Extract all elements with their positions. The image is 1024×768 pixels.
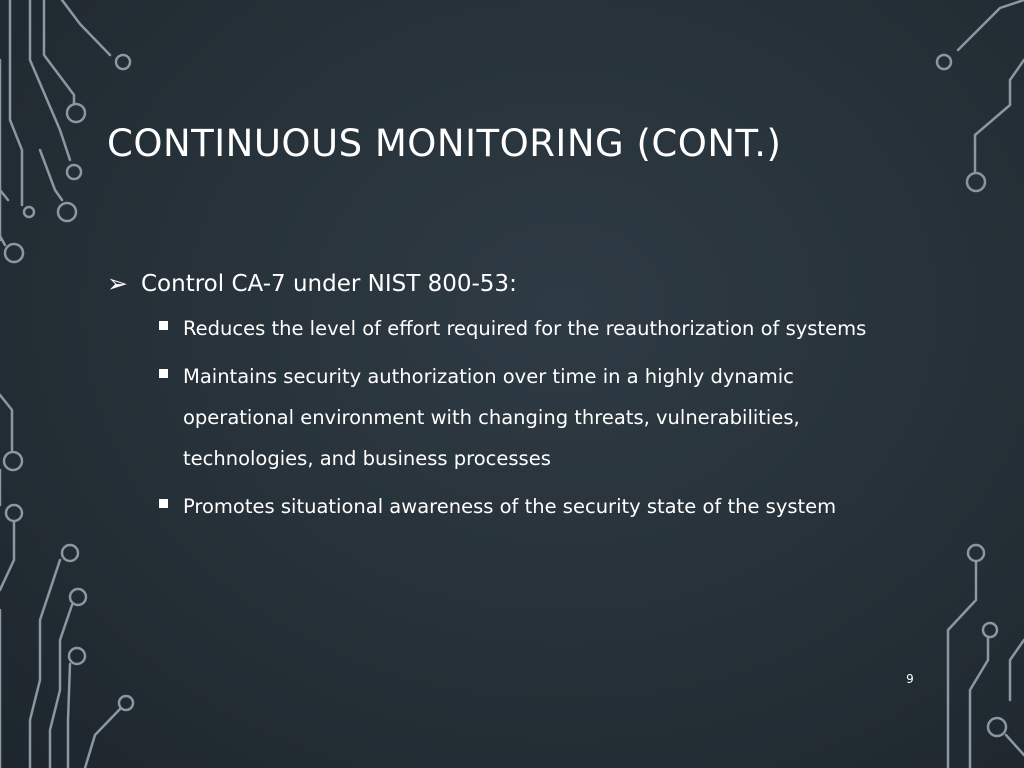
- sub-bullet-item: [159, 356, 884, 479]
- slide-content: [107, 262, 907, 534]
- page-number: 9: [906, 672, 914, 686]
- square-bullet-icon: [159, 486, 183, 527]
- sub-bullet-text: Promotes situational awareness of the security state of the system: [183, 495, 837, 518]
- square-bullet-icon: [159, 356, 183, 397]
- sub-bullet-text: Reduces the level of effort required for the reauthorization of systems: [183, 317, 867, 340]
- sub-bullet-item: [159, 486, 884, 527]
- square-bullet-icon: [159, 308, 183, 349]
- sub-bullet-item: [159, 308, 884, 349]
- slide-title: CONTINUOUS MONITORING (CONT.): [107, 122, 782, 165]
- arrow-bullet-icon: ➢: [107, 269, 128, 298]
- main-bullet-text: Control CA-7 under NIST 800-53:: [141, 271, 517, 297]
- sub-bullet-text: Maintains security authorization over time in a highly dynamic operational environment with changing threats, vulnerabilities, technologies, and business processes: [183, 365, 800, 470]
- main-bullet: [107, 262, 907, 306]
- sub-bullet-list: [107, 308, 907, 527]
